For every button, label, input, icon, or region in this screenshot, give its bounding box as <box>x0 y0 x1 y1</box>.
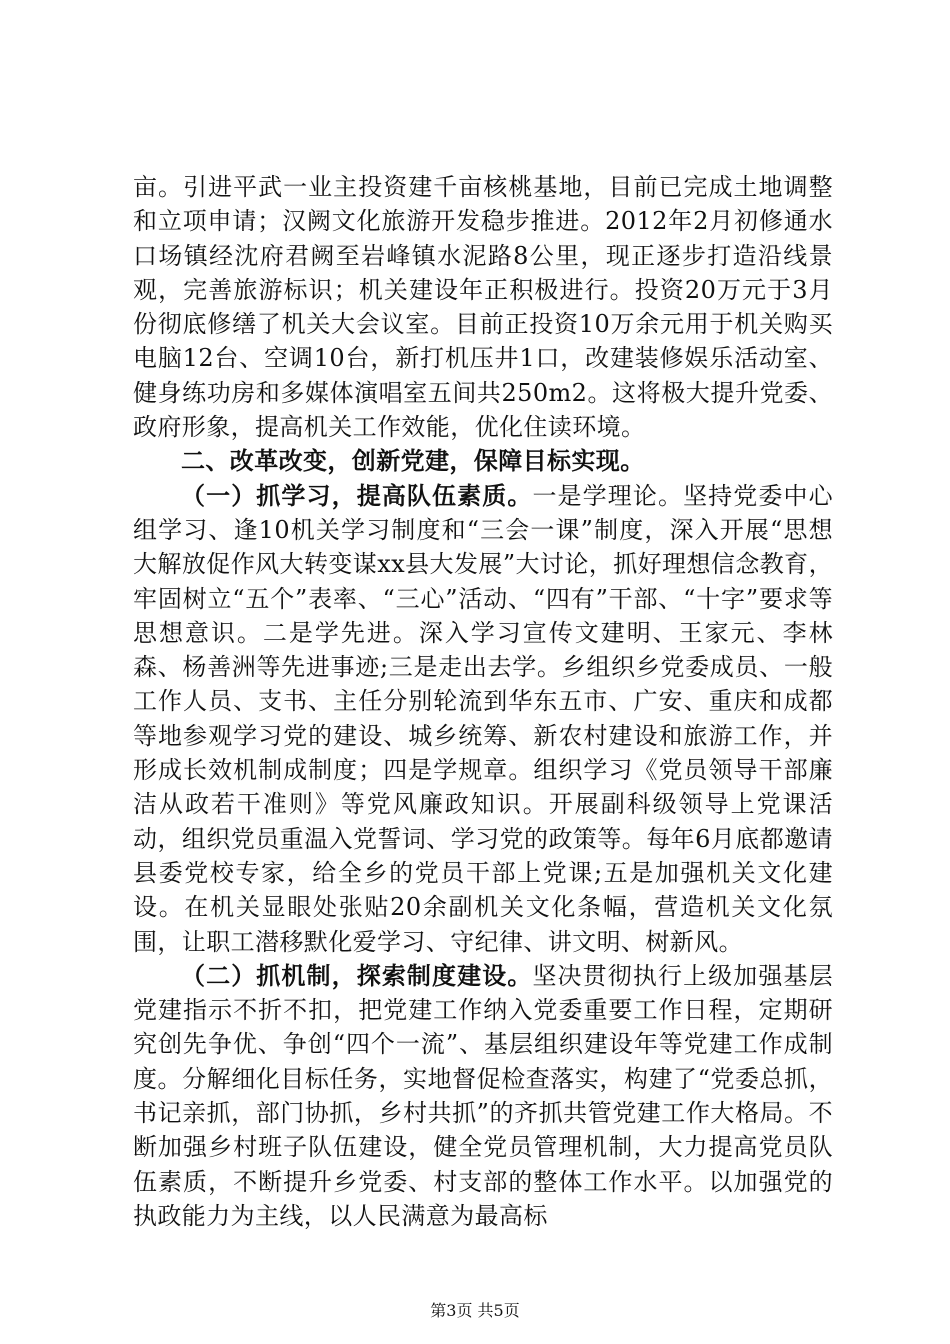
section-heading-text: 二、改革改变，创新党建，保障目标实现。 <box>181 446 645 476</box>
subsection-heading-study: （一）抓学习，提高队伍素质。 <box>181 480 533 510</box>
document-body <box>133 170 833 1233</box>
paragraph-mechanism <box>133 959 833 1233</box>
paragraph-text: 坚决贯彻执行上级加强基层党建指示不折不扣，把党建工作纳入党委重要工作日程，定期研究创先争优、争创“四个一流”、基层组织建设年等党建工作成制度。分解细化目标任务，实地督促检查落实，构建了“党委总抓，书记亲抓，部门协抓，乡村共抓”的齐抓共管党建工作大格局。不断加强乡村班子队伍建设，健全党员管理机制，大力提高党员队伍素质，不断提升乡党委、村支部的整体工作水平。以加强党的执政能力为主线，以人民满意为最高标 <box>133 961 833 1230</box>
page-footer <box>0 1301 950 1321</box>
page-number: 第3页 共5页 <box>430 1301 520 1320</box>
paragraph-text: 一是学理论。坚持党委中心组学习、逢10机关学习制度和“三会一课”制度，深入开展“思想大解放促作风大转变谋xx县大发展”大讨论，抓好理想信念教育，牢固树立“五个”表率、“三心”活动、“四有”干部、“十字”要求等思想意识。二是学先进。深入学习宣传文建明、王家元、李林森、杨善洲等先进事迹;三是走出去学。乡组织乡党委成员、一般工作人员、支书、主任分别轮流到华东五市、广安、重庆和成都等地参观学习党的建设、城乡统筹、新农村建设和旅游工作，并形成长效机制成制度；四是学规章。组织学习《党员领导干部廉洁从政若干准则》等党风廉政知识。开展副科级领导上党课活动，组织党员重温入党誓词、学习党的政策等。每年6月底都邀请县委党校专家，给全乡的党员干部上党课;五是加强机关文化建设。在机关显眼处张贴20余副机关文化条幅，营造机关文化氛围，让职工潜移默化爱学习、守纪律、讲文明、树新风。 <box>133 481 833 956</box>
paragraph-continuation <box>133 170 833 444</box>
paragraph-text: 亩。引进平武一业主投资建千亩核桃基地，目前已完成土地调整和立项申请；汉阙文化旅游开发稳步推进。2012年2月初修通水口场镇经沈府君阙至岩峰镇水泥路8公里，现正逐步打造沿线景观，完善旅游标识；机关建设年正积极进行。投资20万元于3月份彻底修缮了机关大会议室。目前正投资10万余元用于机关购买电脑12台、空调10台，新打机压井1口，改建装修娱乐活动室、健身练功房和多媒体演唱室五间共250m2。这将极大提升党委、政府形象，提高机关工作效能，优化住读环境。 <box>133 173 833 442</box>
paragraph-study <box>133 479 833 959</box>
section-heading <box>133 444 833 478</box>
subsection-heading-mechanism: （二）抓机制，探索制度建设。 <box>181 960 533 990</box>
